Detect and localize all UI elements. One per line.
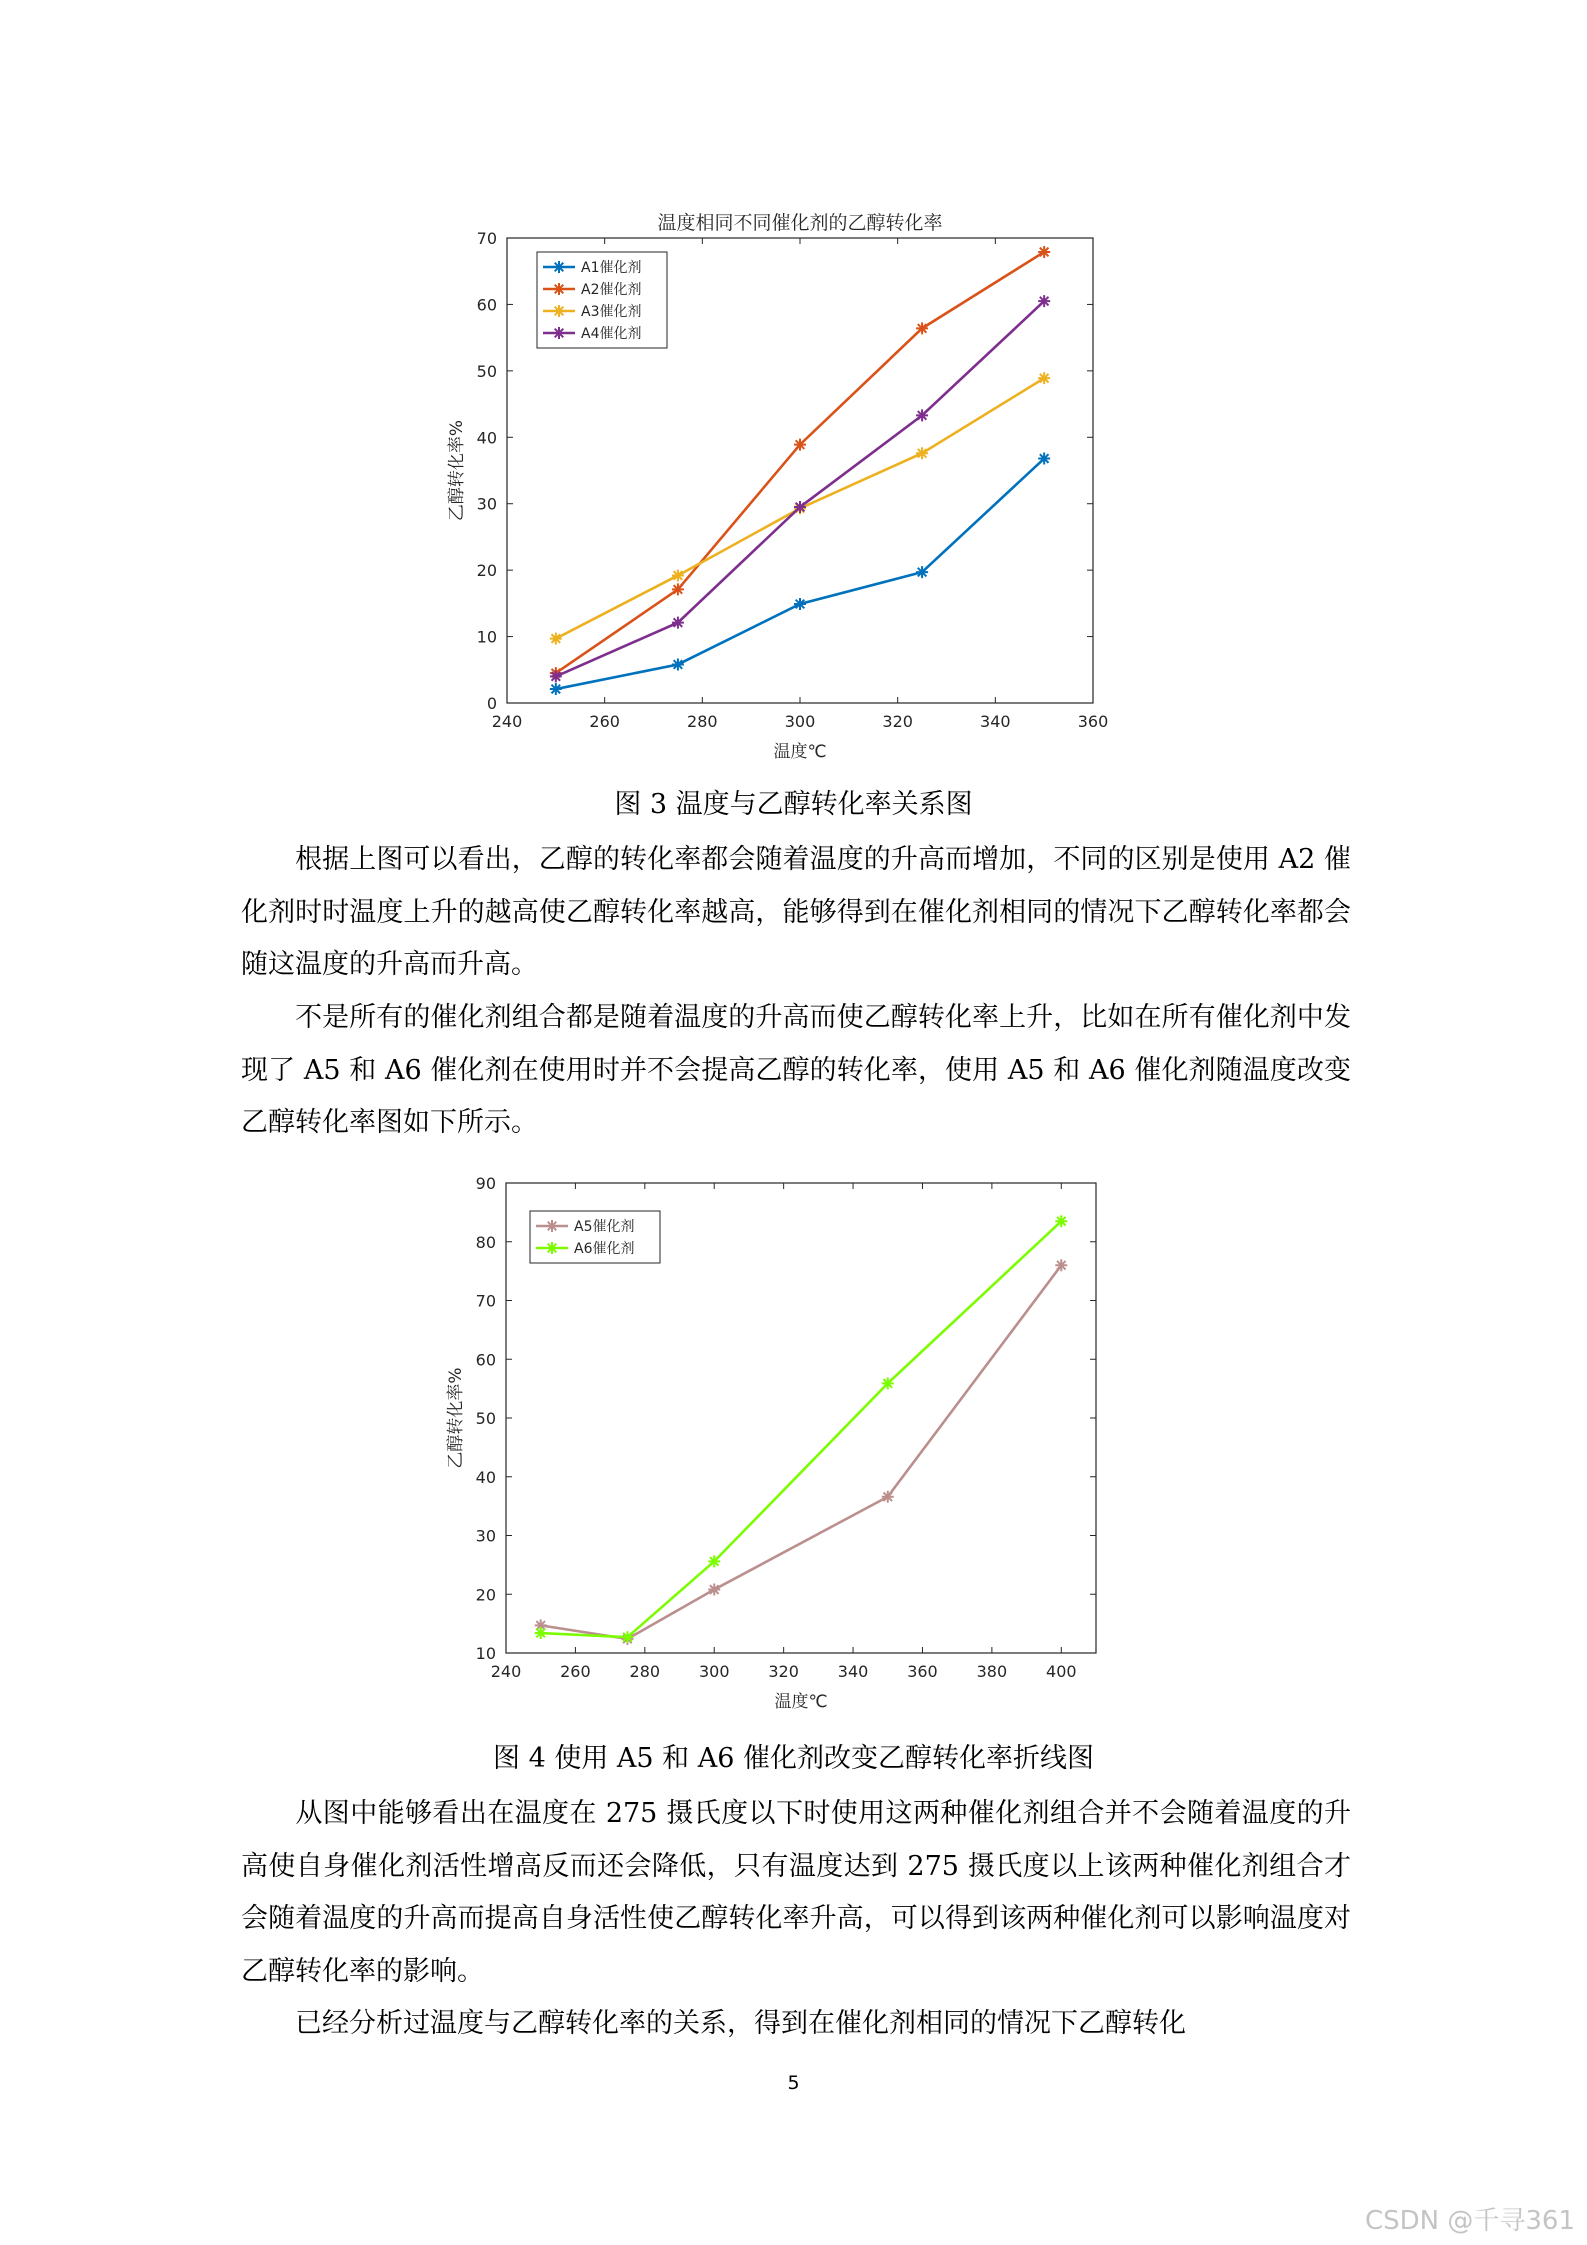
y-tick-label: 60 — [475, 1350, 496, 1370]
y-tick-label: 50 — [476, 361, 497, 381]
legend-label: A5催化剂 — [574, 1219, 635, 1235]
data-point-2 — [621, 1631, 633, 1643]
y-tick-label: 20 — [476, 561, 497, 581]
x-tick-label: 240 — [490, 1662, 522, 1681]
legend-marker — [553, 327, 565, 339]
x-tick-label: 320 — [882, 712, 913, 731]
y-tick-label: 50 — [475, 1409, 496, 1428]
legend-marker — [546, 1242, 558, 1254]
x-tick-label: 300 — [698, 1662, 730, 1681]
x-tick-label: 360 — [1077, 712, 1109, 731]
figure-4-caption: 图 4 使用 A5 和 A6 催化剂改变乙醇转化率折线图 — [492, 1743, 1095, 1774]
data-point-3 — [672, 569, 684, 581]
x-tick-label: 320 — [768, 1662, 799, 1681]
legend-marker — [546, 1220, 558, 1232]
y-axis-label: 乙醇转化率% — [447, 419, 467, 522]
x-tick-label: 340 — [837, 1662, 869, 1681]
y-tick-label: 30 — [475, 1526, 496, 1546]
data-point-1 — [550, 683, 562, 695]
y-tick-label: 70 — [476, 229, 497, 248]
data-point-3 — [1038, 372, 1050, 384]
page-number: 5 — [787, 2072, 800, 2094]
legend-label: A3催化剂 — [581, 304, 642, 320]
legend-label: A1催化剂 — [581, 260, 642, 276]
legend-label: A6催化剂 — [574, 1241, 635, 1257]
data-point-1 — [1055, 1259, 1067, 1271]
y-tick-label: 60 — [476, 295, 497, 315]
data-point-3 — [550, 633, 562, 645]
y-tick-label: 10 — [476, 627, 497, 647]
y-tick-label: 30 — [476, 494, 497, 514]
chart-title: 温度相同不同催化剂的乙醇转化率 — [657, 212, 943, 234]
paragraph-1 — [241, 834, 1351, 992]
data-point-4 — [794, 501, 806, 513]
data-point-1 — [794, 598, 806, 610]
paragraph-4 — [241, 1998, 1351, 2051]
x-tick-label: 280 — [687, 712, 718, 731]
chart-a5-a6-conversion — [446, 1174, 1096, 1712]
data-point-2 — [916, 322, 928, 334]
x-tick-label: 360 — [907, 1662, 938, 1681]
y-tick-label: 80 — [475, 1232, 496, 1252]
x-tick-label: 300 — [784, 712, 816, 731]
data-point-1 — [882, 1491, 894, 1503]
y-tick-label: 20 — [475, 1585, 496, 1605]
data-point-4 — [916, 409, 928, 421]
paragraph-3-text: 从图中能够看出在温度在 275 摄氏度以下时使用这两种催化剂组合并不会随着温度的升高使自身催化剂活性增高反而还会降低，只有温度达到 275 摄氏度以上该两种催化剂组合才会随着温度的升高而提高自身活性使乙醇转化率升高，可以得到该两种催化剂可以影响温度对乙醇转化率的影响。 — [241, 1798, 1351, 1987]
figure-3-caption: 图 3 温度与乙醇转化率关系图 — [614, 789, 973, 820]
data-point-2 — [672, 583, 684, 595]
data-point-2 — [535, 1627, 547, 1639]
paragraph-2-text: 不是所有的催化剂组合都是随着温度的升高而使乙醇转化率上升，比如在所有催化剂中发现了 A5 和 A6 催化剂在使用时并不会提高乙醇的转化率，使用 A5 和 A6 催化剂随温度改变乙醇转化率图如下所示。 — [241, 1002, 1351, 1138]
paragraph-2 — [241, 992, 1351, 1150]
x-tick-label: 280 — [629, 1662, 661, 1681]
paragraph-1-text: 根据上图可以看出，乙醇的转化率都会随着温度的升高而增加，不同的区别是使用 A2 催化剂时时温度上升的越高使乙醇转化率越高，能够得到在催化剂相同的情况下乙醇转化率都会随这温度的升高而升高。 — [241, 844, 1351, 980]
x-tick-label: 260 — [589, 712, 620, 731]
legend-label: A4催化剂 — [581, 326, 642, 342]
data-point-4 — [550, 670, 562, 682]
data-point-1 — [708, 1584, 720, 1596]
x-axis-label: 温度℃ — [773, 742, 827, 762]
data-point-1 — [916, 566, 928, 578]
paragraph-3 — [241, 1788, 1351, 1998]
x-axis-label: 温度℃ — [774, 1692, 828, 1712]
y-tick-label: 70 — [475, 1291, 496, 1311]
chart-temperature-vs-conversion — [447, 212, 1108, 762]
data-point-2 — [708, 1555, 720, 1567]
y-tick-label: 40 — [475, 1467, 496, 1487]
data-point-1 — [1038, 453, 1050, 465]
data-point-2 — [882, 1377, 894, 1389]
x-tick-label: 380 — [976, 1662, 1008, 1681]
legend-marker — [553, 283, 565, 295]
data-point-3 — [916, 447, 928, 459]
data-point-2 — [1055, 1215, 1067, 1227]
x-tick-label: 240 — [491, 712, 523, 731]
data-point-1 — [672, 658, 684, 670]
data-point-2 — [1038, 246, 1050, 258]
y-tick-label: 0 — [486, 694, 497, 713]
x-tick-label: 400 — [1046, 1662, 1077, 1681]
data-point-4 — [672, 617, 684, 629]
watermark: CSDN @千寻361 — [1364, 2206, 1575, 2236]
data-point-4 — [1038, 295, 1050, 307]
y-axis-label: 乙醇转化率% — [446, 1367, 466, 1469]
x-tick-label: 260 — [560, 1662, 591, 1681]
x-tick-label: 340 — [980, 712, 1011, 731]
y-tick-label: 90 — [475, 1174, 496, 1193]
data-point-2 — [794, 439, 806, 451]
legend-label: A2催化剂 — [581, 282, 642, 298]
legend-marker — [553, 261, 565, 273]
y-tick-label: 40 — [476, 428, 497, 448]
legend-marker — [553, 305, 565, 317]
y-tick-label: 10 — [475, 1644, 496, 1663]
paragraph-4-text: 已经分析过温度与乙醇转化率的关系，得到在催化剂相同的情况下乙醇转化 — [295, 2008, 1186, 2039]
